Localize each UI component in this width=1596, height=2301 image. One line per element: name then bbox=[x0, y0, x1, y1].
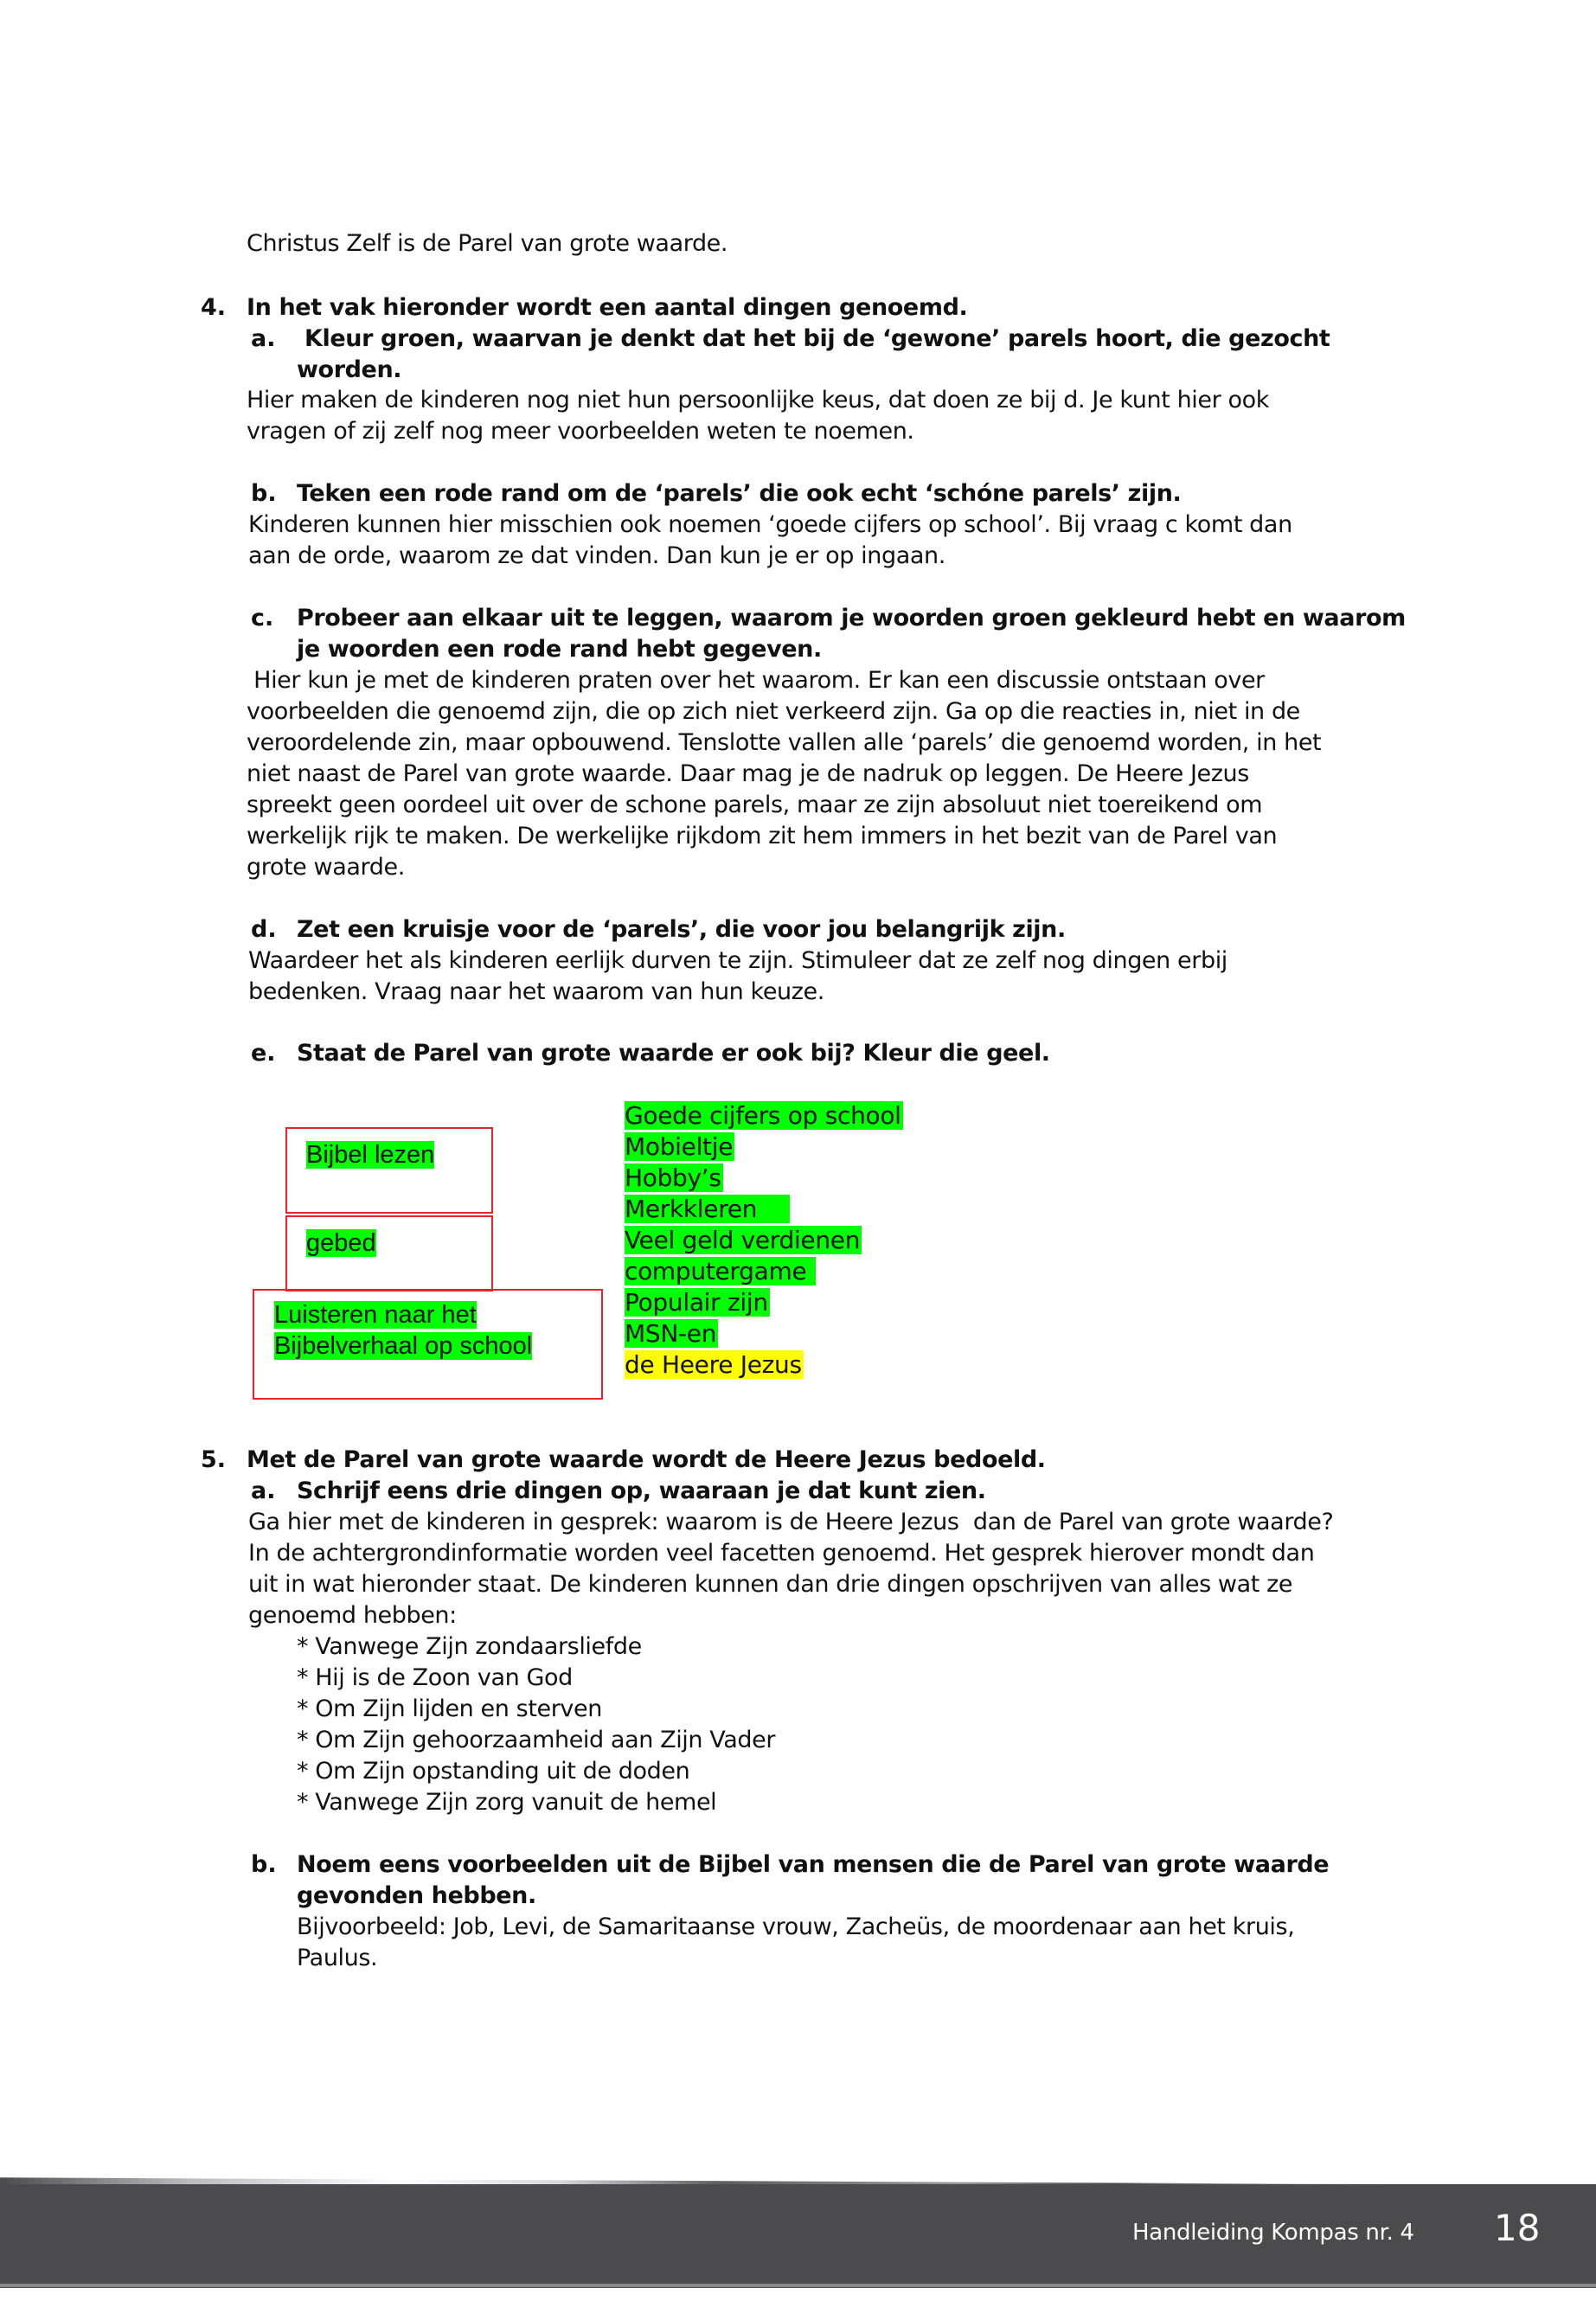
q5-number: 5. bbox=[201, 1446, 227, 1473]
q4a-answer-line: Hier maken de kinderen nog niet hun persoonlijke keus, dat doen ze bij d. Je kunt hier ook bbox=[247, 387, 1269, 413]
footer-bottom-line bbox=[0, 2284, 1596, 2287]
list-item: Goede cijfers op school bbox=[625, 1101, 901, 1130]
boxed-item-text: Bijbelverhaal op school bbox=[274, 1332, 533, 1360]
q4a-label: a. bbox=[251, 325, 276, 352]
q4b-question-line: Teken een rode rand om de ‘parels’ die ook echt ‘schóne parels’ zijn. bbox=[297, 480, 1182, 507]
q5a-bullet: * Vanwege Zijn zorg vanuit de hemel bbox=[297, 1789, 717, 1816]
boxed-item-text: Bijbel lezen bbox=[306, 1141, 435, 1169]
q4d-label: d. bbox=[251, 916, 277, 943]
q4a-answer-line: vragen of zij zelf nog meer voorbeelden weten te noemen. bbox=[247, 418, 914, 445]
q5a-bullet: * Om Zijn gehoorzaamheid aan Zijn Vader bbox=[297, 1727, 776, 1753]
q4b-answer-line: Kinderen kunnen hier misschien ook noemen ‘goede cijfers op school’. Bij vraag c komt dan bbox=[248, 511, 1292, 538]
list-item: Veel geld verdienen bbox=[625, 1226, 861, 1254]
q4-title: In het vak hieronder wordt een aantal dingen genoemd. bbox=[247, 294, 968, 321]
q5b-question-line: gevonden hebben. bbox=[297, 1882, 536, 1909]
q4c-answer-line: grote waarde. bbox=[247, 854, 405, 881]
q4c-answer-line: werkelijk rijk te maken. De werkelijke rijkdom zit hem immers in het bezit van de Parel van bbox=[247, 823, 1278, 849]
boxed-item bbox=[306, 1227, 376, 1259]
list-item: MSN-en bbox=[625, 1319, 717, 1348]
q5a-answer-line: In de achtergrondinformatie worden veel facetten genoemd. Het gesprek hierover mondt dan bbox=[248, 1540, 1315, 1567]
q4d-answer-line: bedenken. Vraag naar het waarom van hun keuze. bbox=[248, 978, 824, 1005]
q5-title: Met de Parel van grote waarde wordt de Heere Jezus bedoeld. bbox=[247, 1446, 1046, 1473]
list-item: Mobieltje bbox=[625, 1132, 734, 1161]
list-item: Hobby’s bbox=[625, 1163, 721, 1192]
q4c-answer-line: Hier kun je met de kinderen praten over het waarom. Er kan een discussie ontstaan over bbox=[247, 667, 1265, 694]
q4a-question-line: worden. bbox=[297, 356, 402, 383]
q4a-question-line: Kleur groen, waarvan je denkt dat het bij de ‘gewone’ parels hoort, die gezocht bbox=[304, 325, 1330, 352]
q4c-label: c. bbox=[251, 605, 274, 631]
q5a-answer-line: uit in wat hieronder staat. De kinderen kunnen dan drie dingen opschrijven van alles wat ze bbox=[248, 1571, 1293, 1598]
q4d-question-line: Zet een kruisje voor de ‘parels’, die voor jou belangrijk zijn. bbox=[297, 916, 1066, 943]
list-item: computergame bbox=[625, 1257, 814, 1285]
q4c-answer-line: veroordelende zin, maar opbouwend. Tenslotte vallen alle ‘parels’ die genoemd worden, in het bbox=[247, 729, 1322, 756]
q5b-answer-line: Paulus. bbox=[297, 1945, 378, 1971]
intro-text: Christus Zelf is de Parel van grote waarde. bbox=[247, 230, 728, 257]
q4b-answer-line: aan de orde, waarom ze dat vinden. Dan kun je er op ingaan. bbox=[248, 542, 945, 569]
q5b-label: b. bbox=[251, 1851, 277, 1878]
boxed-item-text: gebed bbox=[306, 1229, 376, 1257]
footer-title: Handleiding Kompas nr. 4 bbox=[1132, 2220, 1414, 2246]
q4c-answer-line: niet naast de Parel van grote waarde. Daar mag je de nadruk op leggen. De Heere Jezus bbox=[247, 760, 1249, 787]
page-number: 18 bbox=[1494, 2207, 1541, 2249]
boxed-item bbox=[274, 1299, 532, 1362]
q4c-answer-line: voorbeelden die genoemd zijn, die op zich niet verkeerd zijn. Ga op die reacties in, niet in de bbox=[247, 698, 1300, 725]
q5a-bullet: * Vanwege Zijn zondaarsliefde bbox=[297, 1633, 642, 1660]
boxed-item bbox=[306, 1139, 434, 1170]
q4c-question-line: je woorden een rode rand hebt gegeven. bbox=[297, 636, 822, 663]
list-item: de Heere Jezus bbox=[625, 1350, 802, 1379]
q5a-bullet: * Om Zijn lijden en sterven bbox=[297, 1695, 602, 1722]
q5a-answer-line: Ga hier met de kinderen in gesprek: waarom is de Heere Jezus dan de Parel van grote waarde? bbox=[248, 1509, 1334, 1535]
q5b-answer-line: Bijvoorbeeld: Job, Levi, de Samaritaanse vrouw, Zacheüs, de moordenaar aan het kruis, bbox=[297, 1913, 1295, 1940]
boxed-item-text: Luisteren naar het bbox=[274, 1301, 477, 1329]
q4b-label: b. bbox=[251, 480, 277, 507]
q4e-question-line: Staat de Parel van grote waarde er ook bij? Kleur die geel. bbox=[297, 1040, 1050, 1067]
q5a-bullet: * Om Zijn opstanding uit de doden bbox=[297, 1758, 690, 1785]
q5a-answer-line: genoemd hebben: bbox=[248, 1602, 457, 1629]
q4-number: 4. bbox=[201, 294, 227, 321]
q4d-answer-line: Waardeer het als kinderen eerlijk durven te zijn. Stimuleer dat ze zelf nog dingen erbij bbox=[248, 947, 1227, 974]
q4e-label: e. bbox=[251, 1040, 276, 1067]
q5b-question-line: Noem eens voorbeelden uit de Bijbel van mensen die de Parel van grote waarde bbox=[297, 1851, 1330, 1878]
list-item: Populair zijn bbox=[625, 1288, 768, 1317]
q4c-question-line: Probeer aan elkaar uit te leggen, waarom je woorden groen gekleurd hebt en waarom bbox=[297, 605, 1406, 631]
q5a-label: a. bbox=[251, 1477, 276, 1504]
q5a-bullet: * Hij is de Zoon van God bbox=[297, 1664, 573, 1691]
pearl-list bbox=[625, 1100, 903, 1381]
q4c-answer-line: spreekt geen oordeel uit over de schone parels, maar ze zijn absoluut niet toereikend om bbox=[247, 792, 1263, 818]
list-item: Merkkleren bbox=[625, 1194, 903, 1225]
q5a-question-line: Schrijf eens drie dingen op, waaraan je dat kunt zien. bbox=[297, 1477, 986, 1504]
